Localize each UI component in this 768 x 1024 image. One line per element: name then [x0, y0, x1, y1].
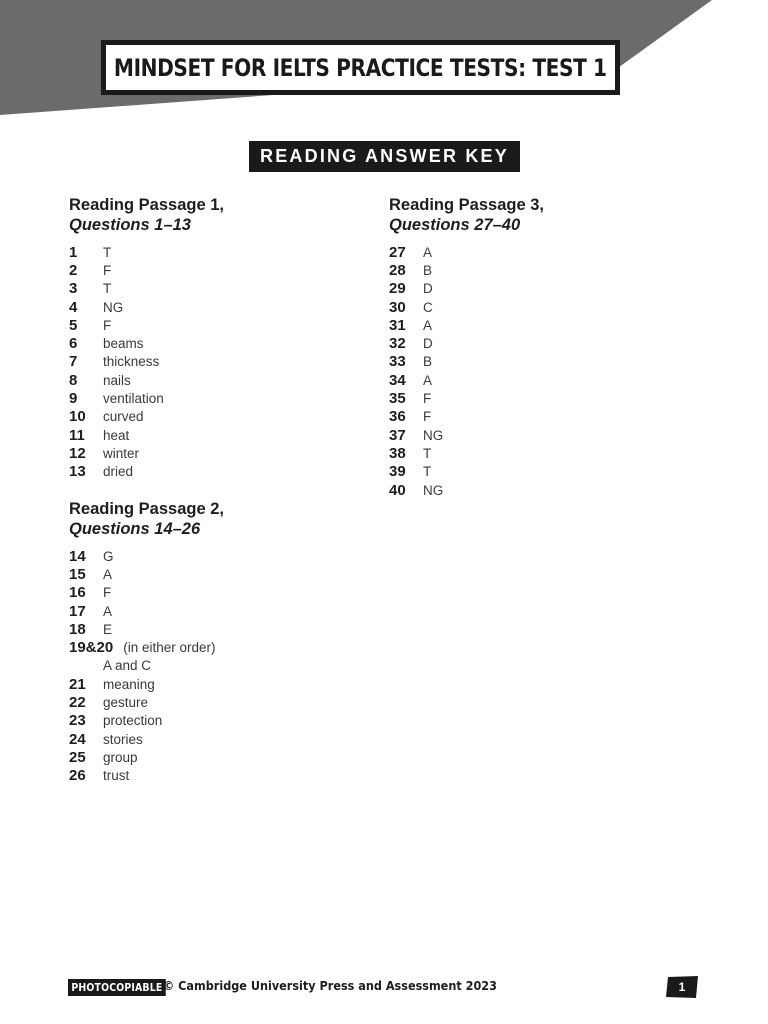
question-number: 23 — [69, 712, 86, 730]
answer-value: NG — [103, 299, 124, 315]
question-number: 39 — [389, 463, 406, 481]
question-number: 27 — [389, 243, 406, 261]
question-number: 3 — [69, 280, 78, 298]
answer-value: D — [423, 281, 433, 297]
answer-row — [69, 657, 224, 675]
passage-3 — [389, 195, 544, 499]
answer-value: trust — [103, 768, 130, 784]
answer-list — [389, 243, 544, 499]
question-number: 25 — [69, 748, 86, 766]
page-number: 1 — [678, 980, 686, 994]
question-number: 38 — [389, 444, 406, 462]
answer-value: group — [103, 749, 138, 765]
answer-row — [69, 693, 224, 711]
question-number: 16 — [69, 584, 86, 602]
answer-row — [69, 280, 224, 298]
answer-row — [389, 243, 544, 261]
answer-value: F — [103, 262, 112, 278]
answer-value: NG — [423, 482, 444, 498]
answer-value: ventilation — [103, 391, 164, 407]
answer-value: B — [423, 354, 433, 370]
answer-row — [389, 444, 544, 462]
page-title-inner — [106, 45, 615, 90]
question-number: 5 — [69, 316, 78, 334]
answer-row — [389, 353, 544, 371]
answer-row — [69, 638, 224, 656]
answer-row — [69, 334, 224, 352]
answer-value: T — [103, 281, 112, 297]
question-number: 32 — [389, 335, 406, 353]
question-number: 18 — [69, 620, 86, 638]
question-number: 24 — [69, 730, 86, 748]
answer-value: A and C — [103, 658, 152, 674]
answer-value: F — [103, 317, 112, 333]
passage-subtitle: Questions 14–26 — [69, 520, 201, 538]
answer-value: A — [103, 603, 113, 619]
answer-value: A — [423, 244, 433, 260]
question-number: 28 — [389, 261, 406, 279]
answer-row — [69, 371, 224, 389]
answer-list — [69, 243, 224, 481]
answer-row — [389, 408, 544, 426]
answer-value: F — [423, 391, 432, 407]
passage-title: Reading Passage 3, — [389, 196, 544, 214]
answer-row — [389, 481, 544, 499]
answer-row — [389, 426, 544, 444]
answer-value: beams — [103, 336, 144, 352]
answer-row — [69, 298, 224, 316]
question-number: 1 — [69, 243, 78, 261]
question-number: 14 — [69, 547, 86, 565]
answer-row — [69, 748, 224, 766]
question-number: 4 — [69, 298, 78, 316]
question-number: 10 — [69, 408, 86, 426]
page-number-badge — [666, 976, 698, 998]
question-number: 29 — [389, 280, 406, 298]
question-number: 35 — [389, 390, 406, 408]
answer-row — [69, 712, 224, 730]
answer-value: nails — [103, 372, 131, 388]
answer-value: winter — [103, 445, 140, 461]
answer-value: A — [423, 317, 433, 333]
answer-value: heat — [103, 427, 130, 443]
question-number: 7 — [69, 353, 78, 371]
answer-value: thickness — [103, 354, 160, 370]
question-number: 37 — [389, 426, 406, 444]
answer-row — [389, 280, 544, 298]
answer-row — [69, 353, 224, 371]
answer-value: E — [103, 621, 113, 637]
passage-subtitle: Questions 1–13 — [69, 216, 191, 234]
answer-value: (in either order) — [123, 640, 216, 656]
answer-value: G — [103, 548, 114, 564]
passage-2 — [69, 499, 224, 785]
section-title: READING ANSWER KEY — [249, 141, 520, 172]
answer-row — [69, 620, 224, 638]
question-number: 40 — [389, 481, 406, 499]
answer-value: B — [423, 262, 433, 278]
answer-row — [389, 298, 544, 316]
answer-value: T — [423, 464, 432, 480]
photocopiable-badge: PHOTOCOPIABLE — [68, 979, 166, 996]
question-number: 22 — [69, 694, 86, 712]
answer-value: NG — [423, 427, 444, 443]
answer-value: T — [423, 445, 432, 461]
question-number: 30 — [389, 298, 406, 316]
passage-1 — [69, 195, 224, 481]
answer-row — [69, 243, 224, 261]
answer-value: F — [423, 409, 432, 425]
question-number: 34 — [389, 371, 406, 389]
answer-value: C — [423, 299, 433, 315]
answer-row — [69, 408, 224, 426]
question-number: 17 — [69, 602, 86, 620]
question-number: 36 — [389, 408, 406, 426]
question-number: 31 — [389, 316, 406, 334]
answer-value: D — [423, 336, 433, 352]
question-number: 2 — [69, 261, 78, 279]
answer-value: A — [103, 566, 113, 582]
answer-row — [389, 463, 544, 481]
question-number: 6 — [69, 335, 78, 353]
answer-value: dried — [103, 464, 134, 480]
answer-value: stories — [103, 731, 143, 747]
answer-row — [389, 334, 544, 352]
answer-row — [69, 261, 224, 279]
answer-value: T — [103, 244, 112, 260]
question-number: 9 — [69, 390, 78, 408]
answer-row — [69, 565, 224, 583]
answer-row — [69, 389, 224, 407]
answer-value: protection — [103, 713, 163, 729]
passage-title: Reading Passage 2, — [69, 500, 224, 518]
answer-row — [389, 389, 544, 407]
answer-row — [389, 371, 544, 389]
answer-value: curved — [103, 409, 144, 425]
answer-row — [69, 426, 224, 444]
answer-row — [69, 584, 224, 602]
answer-row — [69, 730, 224, 748]
question-number: 19&20 — [69, 639, 114, 657]
answer-row — [69, 463, 224, 481]
answer-row — [69, 767, 224, 785]
question-number: 33 — [389, 353, 406, 371]
answer-row — [389, 316, 544, 334]
passage-title: Reading Passage 1, — [69, 196, 224, 214]
question-number: 11 — [69, 426, 85, 444]
answer-row — [389, 261, 544, 279]
answer-row — [69, 316, 224, 334]
answer-value: A — [423, 372, 433, 388]
question-number: 13 — [69, 463, 86, 481]
question-number: 26 — [69, 767, 86, 785]
question-number: 21 — [69, 675, 86, 693]
answer-value: meaning — [103, 676, 155, 692]
answer-row — [69, 444, 224, 462]
answer-value: F — [103, 585, 112, 601]
passage-subtitle: Questions 27–40 — [389, 216, 521, 234]
question-number: 8 — [69, 371, 78, 389]
answer-row — [69, 602, 224, 620]
copyright-text: © Cambridge University Press and Assessment 2023 — [163, 978, 497, 993]
answer-row — [69, 547, 224, 565]
question-number: 12 — [69, 444, 86, 462]
question-number: 15 — [69, 565, 86, 583]
answer-list — [69, 547, 224, 785]
page-title: MINDSET FOR IELTS PRACTICE TESTS: TEST 1 — [114, 53, 607, 82]
page-title-frame — [101, 40, 620, 95]
answer-value: gesture — [103, 695, 149, 711]
answer-row — [69, 675, 224, 693]
